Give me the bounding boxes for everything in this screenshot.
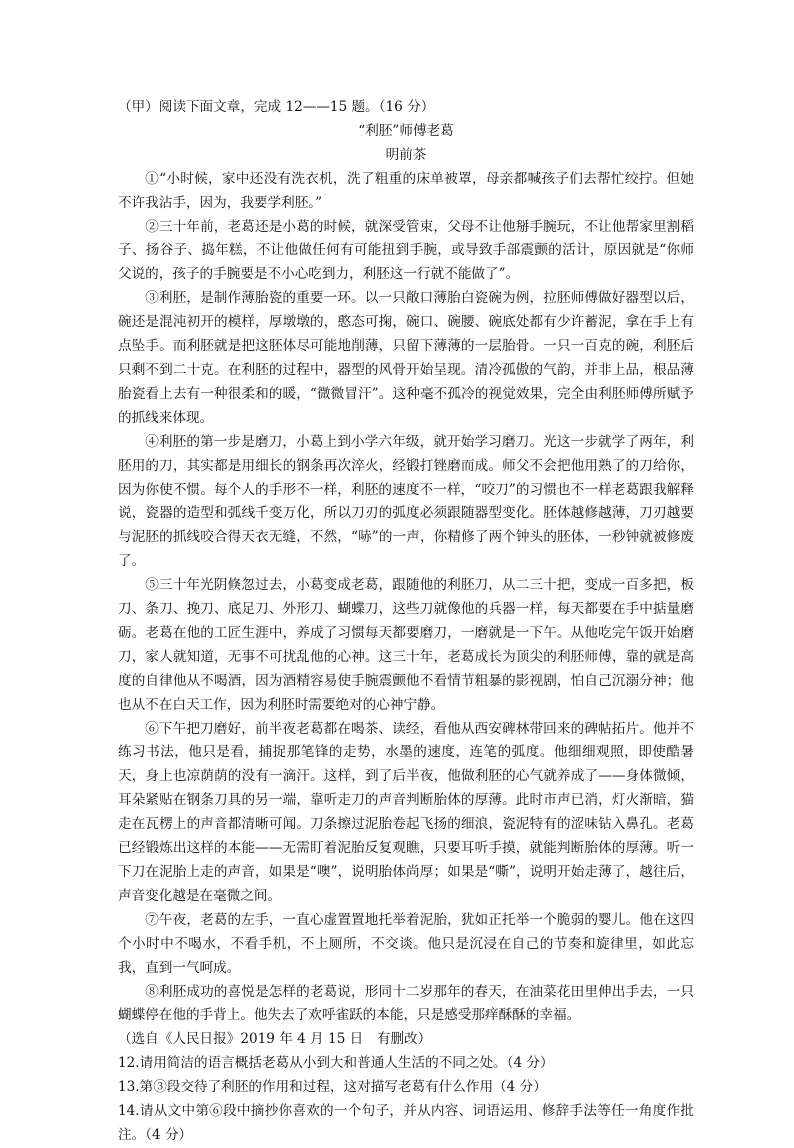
question-14: 14.请从文中第⑥段中摘抄你喜欢的一个句子，并从内容、词语运用、修辞手法等任一角度作批注。（4 分） (118, 1103, 694, 1143)
article-title: “利胚”师傅老葛 (358, 122, 454, 139)
paragraph-8: ⑧利胚成功的喜悦是怎样的老葛说，形同十二岁那年的春天，在油菜花田里伸出手去，一只蝴蝶停在他的手背上。他失去了欢呼雀跃的本能，只是感受那痒酥酥的幸福。 (118, 983, 694, 1024)
paragraph-7: ⑦午夜，老葛的左手，一直心虚置置地托举着泥胎，犹如正托举一个脆弱的婴儿。他在这四个小时中不喝水，不看手机，不上厕所，不交谈。他只是沉浸在自己的节奏和旋律里，如此忘我，直到一气呵成。 (118, 911, 694, 976)
question-12: 12.请用简洁的语言概括老葛从小到大和普通人生活的不同之处。（4 分） (118, 1055, 554, 1072)
article-source: （选自《人民日报》2019 年 4 月 15 日 有删改） (118, 1031, 432, 1048)
section-header: （甲）阅读下面文章，完成 12——15 题。（16 分） (118, 99, 435, 115)
article-author: 明前茶 (385, 146, 427, 163)
paragraph-3: ③利胚，是制作薄胎瓷的重要一环。以一只敞口薄胎白瓷碗为例，拉胚师傅做好器型以后，碗还是混沌初开的模样，厚墩墩的，憨态可掬，碗口、碗腰、碗底处都有少许蓄泥，拿在手上有点坠手。而利胚就是把这胚体尽可能地削薄，只留下薄薄的一层胎骨。一只一百克的碗，利胚后只剩不到二十克。在利胚的过程中，器型的风骨开始呈现。清冷孤傲的气韵，并非上品，根品薄胎瓷看上去有一种很柔和的暖，“微微冒汗”。这种毫不孤冷的视觉效果，完全由利胚师傅所赋予的抓线来体现。 (118, 290, 694, 426)
paragraph-2: ②三十年前，老葛还是小葛的时候，就深受管束，父母不让他掰手腕玩，不让他帮家里割稻子、扬谷子、捣年糕，不让他做任何有可能扭到手腕，或导致手部震颤的活计，原因就是“你师父说的，孩子的手腕要是不小心吃到力，利胚这一行就不能做了”。 (118, 218, 694, 283)
paragraph-6: ⑥下午把刀磨好，前半夜老葛都在喝茶、读经，看他从西安碑林带回来的碑帖拓片。他并不练习书法，他只是看，捕捉那笔锋的走势，水墨的速度，连笔的弧度。他细细观照，即使酷暑天，身上也凉荫荫的没有一滴汗。这样，到了后半夜，他做利胚的心气就养成了——身体微倾，耳朵紧贴在钢条刀具的另一端，靠听走刀的声音判断胎体的厚薄。此时市声已消，灯火渐暗，猫走在瓦楞上的声音都清晰可闻。刀条擦过泥胎卷起飞扬的细浪，瓷泥特有的涩味钻入鼻孔。老葛已经锻炼出这样的本能——无需盯着泥胎反复观瞧，只要耳听手摸，就能判断胎体的厚薄。听一下刀在泥胎上走的声音，如果是“噢”，说明胎体尚厚；如果是“嘶”，说明开始走薄了，越往后，声音变化越是在毫微之间。 (118, 720, 694, 904)
paragraph-4: ④利胚的第一步是磨刀，小葛上到小学六年级，就开始学习磨刀。光这一步就学了两年，利胚用的刀，其实都是用细长的钢条再次淬火，经锻打锉磨而成。师父不会把他用熟了的刀给你，因为你使不惯。每个人的手形不一样，利胚的速度不一样，“咬刀”的习惯也不一样老葛跟我解释说，瓷器的造型和弧线千变万化，所以刀刃的弧度必须跟随器型变化。胚体越修越薄，刀刃越要与泥胚的抓线咬合得天衣无缝，不然，“哧”的一声，你精修了两个钟头的胚体，一秒钟就被修废了。 (118, 433, 694, 570)
paragraph-1: ①“小时候，家中还没有洗衣机，洗了粗重的床单被罩，母亲都喊孩子们去帮忙绞拧。但她不许我沾手，因为，我要学利胚。” (118, 170, 694, 211)
paragraph-5: ⑤三十年光阴倏忽过去，小葛变成老葛，跟随他的利胚刀，从二三十把，变成一百多把，板刀、条刀、挽刀、底足刀、外形刀、蝴蝶刀，这些刀就像他的兵器一样，每天都要在手中掂量磨砺。老葛在他的工匠生涯中，养成了习惯每天都要磨刀，一磨就是一下午。从他吃完午饭开始磨刀，家人就知道，无事不可扰乱他的心神。这三十年，老葛成长为顶尖的利胚师傅，靠的就是高度的自律他从不喝酒，因为酒精容易使手腕震颤他不看情节粗暴的影视剧，怕自己沉溺分神；他也从不在白天工作，因为利胚时需要绝对的心神宁静。 (118, 577, 694, 713)
question-13: 13.第③段交待了利胚的作用和过程，这对描写老葛有什么作用（4 分） (118, 1079, 547, 1096)
document-body (118, 96, 694, 1148)
